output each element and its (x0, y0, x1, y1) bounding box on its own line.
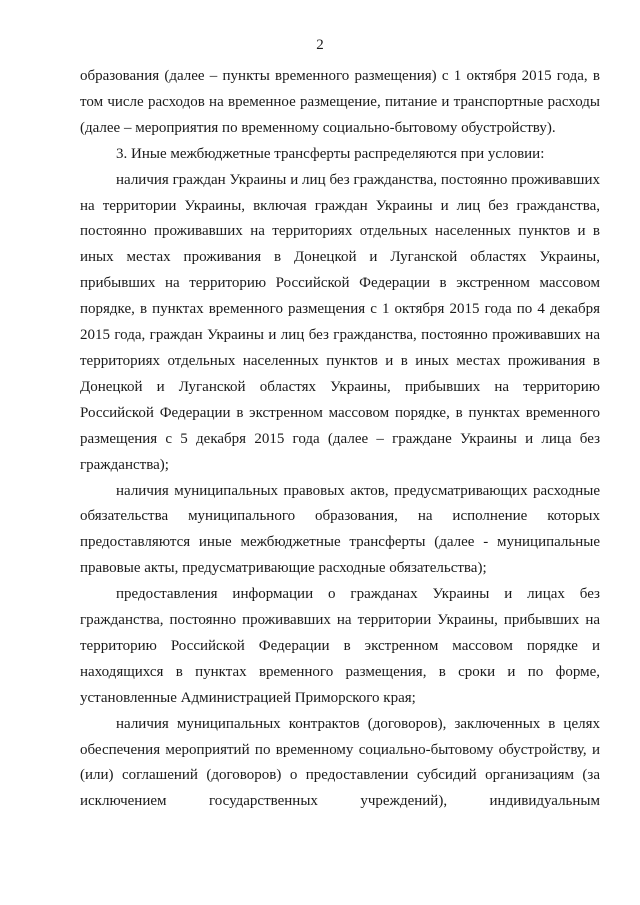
paragraph-condition-contracts: наличия муниципальных контрактов (договоров), заключенных в целях обеспечения мероприятий по временному социально-бытовому обустройству, и (или) соглашений (договоров) о предоставлении субсидий организациям (за исключением государственных учреждений), индивидуальным (80, 715, 600, 810)
paragraph-condition-legal-acts: наличия муниципальных правовых актов, предусматривающих расходные обязательства муниципального образования, на исполнение которых предоставляются иные межбюджетные трансферты (далее - муниципальные правовые акты, предусматривающие расходные обязательства); (80, 482, 600, 577)
paragraph-condition-information: предоставления информации о гражданах Украины и лицах без гражданства, постоянно проживавших на территории Украины, прибывших на территорию Российской Федерации в экстренном массовом порядке и находящихся в пунктах временного размещения, в сроки и по форме, установленные Администрацией Приморского края; (80, 586, 600, 706)
paragraph-conditions-heading: 3. Иные межбюджетные трансферты распределяются при условии: (116, 145, 545, 162)
paragraph-condition-citizens: наличия граждан Украины и лиц без гражданства, постоянно проживавших на территории Украины, включая граждан Украины и лиц без гражданства, постоянно проживавших на территориях отдельных населенных пунктов и в иных местах проживания в Донецкой и Луганской областях Украины, прибывших на территорию Российской Федерации в экстренном массовом порядке, в пунктах временного размещения с 1 октября 2015 года по 4 декабря 2015 года, граждан Украины и лиц без гражданства, постоянно проживавших на территориях отдельных населенных пунктов и в иных местах проживания в Донецкой и Луганской областях Украины, прибывших на территорию Российской Федерации в экстренном массовом порядке, в пунктах временного размещения с 5 декабря 2015 года (далее – граждане Украины и лица без гражданства); (80, 171, 600, 473)
page-number: 2 (316, 37, 324, 53)
paragraph-continuation: образования (далее – пункты временного размещения) с 1 октября 2015 года, в том числе расходов на временное размещение, питание и транспортные расходы (далее – мероприятия по временному социально-бытовому обустройству). (80, 68, 600, 136)
document-body (80, 64, 600, 815)
